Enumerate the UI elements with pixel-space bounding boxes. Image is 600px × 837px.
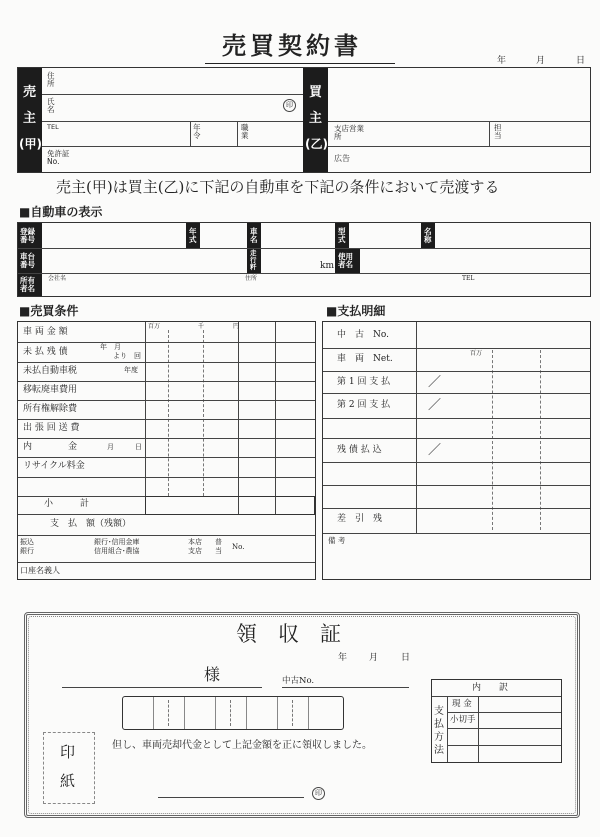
amount-div-1	[153, 697, 154, 729]
cond-unit-million: 百万	[148, 323, 161, 330]
vehicle-row-2-line	[18, 273, 590, 274]
seller-occupation-label: 職業	[241, 123, 249, 140]
vehicle-section-title: ■自動車の表示	[19, 205, 103, 219]
cond-row-ownership-release: 所有権解除費	[23, 404, 78, 414]
buyer-label-bot: (乙)	[305, 137, 328, 151]
seller-seal-mark: 印	[283, 99, 296, 112]
date-month: 月	[536, 56, 546, 66]
contract-statement: 売主(甲)は買主(乙)に下記の自動車を下記の条件において売渡する	[56, 178, 500, 196]
cond-dash-2	[203, 330, 204, 496]
cond-row-line-7	[18, 457, 315, 458]
pay-col-label	[416, 322, 417, 534]
pay-row-line-4	[323, 418, 590, 419]
cond-account-holder: 口座名義人	[20, 566, 60, 575]
owner-name-label: 所有者名	[20, 276, 35, 293]
amount-div-2	[184, 697, 185, 729]
date-day: 日	[576, 56, 586, 66]
pay-slash-3: ／	[428, 443, 442, 458]
buyer-branch-label: 支店営業所	[334, 124, 364, 141]
cond-row-unpaid-debt: 未 払 残 債	[23, 347, 68, 357]
pay-row-line-8	[323, 508, 590, 509]
cond-row-deposit: 内 金	[23, 442, 78, 452]
receipt-year: 年	[338, 653, 348, 663]
seller-tel-line	[42, 146, 303, 147]
buyer-ad-label: 広告	[334, 154, 350, 163]
pay-second-payment: 第 2 回 支 払	[337, 400, 391, 410]
pay-dash-1	[492, 350, 493, 530]
receipt-seal-mark: 印	[312, 787, 325, 800]
cond-row-line-11	[18, 535, 315, 536]
pay-row-line-9	[323, 533, 590, 534]
pay-row-line-5	[323, 438, 590, 439]
receipt-amount-box	[122, 696, 344, 730]
receipt-name-line	[62, 687, 262, 688]
seller-age-label: 年令	[193, 123, 201, 140]
pay-first-payment: 第 1 回 支 払	[337, 377, 391, 387]
cond-account-no: No.	[232, 543, 245, 551]
cond-bank: 銀行	[20, 547, 34, 555]
cond-col-1	[238, 322, 239, 514]
vehicle-row-1-line	[18, 248, 590, 249]
cond-row-line-4	[18, 400, 315, 401]
pay-difference: 差 引 残	[337, 514, 383, 524]
mileage-label: 走行粁	[250, 249, 257, 271]
car-name-label: 車名	[250, 227, 258, 244]
revenue-stamp-bottom: 紙	[60, 772, 76, 790]
buyer-person-label: 担当	[494, 123, 502, 140]
seller-address-label: 住所	[47, 71, 55, 88]
receipt-sama: 様	[204, 665, 221, 684]
amount-dash-3	[292, 700, 293, 726]
cond-branch-office: 支店	[188, 547, 202, 555]
revenue-stamp-top: 印	[60, 743, 76, 761]
seller-label-bot: (甲)	[19, 137, 42, 151]
conditions-section-title: ■売買条件	[19, 304, 79, 318]
cond-unit-thousand: 千	[198, 323, 205, 330]
breakdown-title: 内 訳	[472, 683, 509, 693]
seller-addr-line	[42, 94, 303, 95]
pay-debt-payoff: 残 債 払 込	[337, 445, 382, 455]
amount-div-4	[246, 697, 247, 729]
cond-head-office: 本店	[188, 538, 202, 546]
title-underline	[205, 63, 395, 64]
pay-slash-1: ／	[428, 375, 442, 390]
pay-remarks: 備 考	[328, 536, 346, 545]
breakdown-line-3	[447, 745, 561, 746]
cond-bank-types-1: 銀行･信用金庫	[94, 538, 140, 546]
cond-row-vehicle-price: 車 両 金 額	[23, 327, 68, 337]
buyer-line-1	[328, 121, 590, 122]
pay-unit-million: 百万	[470, 350, 483, 357]
cond-col-label	[145, 322, 146, 514]
cond-ordinary: 普	[215, 538, 222, 546]
seller-tel-label: TEL	[47, 123, 59, 131]
company-name-label: 会社名	[48, 275, 67, 282]
page-title: 売買契約書	[222, 31, 362, 60]
cond-deposit-month: 月	[107, 443, 114, 451]
cond-row-line-8	[18, 477, 315, 478]
cond-col-2	[275, 322, 276, 514]
breakdown-value-div	[478, 696, 479, 762]
owner-address-label: 住所	[245, 275, 258, 282]
seller-label-top: 売	[23, 85, 37, 100]
pay-dash-2	[540, 350, 541, 530]
owner-tel-label: TEL	[462, 275, 475, 282]
vehicle-box	[17, 222, 591, 297]
cond-deposit-day: 日	[135, 443, 142, 451]
breakdown-cash: 現 金	[452, 699, 472, 709]
breakdown-line-2	[447, 728, 561, 729]
pay-vehicle-net: 車 両 Net.	[337, 354, 393, 364]
buyer-label-mid: 主	[309, 111, 323, 126]
payment-section-title: ■支払明細	[326, 304, 386, 318]
chassis-no-label: 車台番号	[20, 252, 35, 269]
receipt-day: 日	[401, 653, 411, 663]
breakdown-line-1	[447, 712, 561, 713]
cond-row-recycle-fee: リサイクル料金	[23, 461, 85, 471]
receipt-month: 月	[369, 653, 379, 663]
breakdown-method-div	[447, 696, 448, 762]
amount-div-3	[215, 697, 216, 729]
seller-div-age	[190, 121, 191, 146]
cond-subtotal-label: 小 計	[44, 499, 90, 509]
amount-div-5	[277, 697, 278, 729]
cond-balance-label: 支 払 額（残額）	[50, 519, 132, 529]
receipt-used-no-line	[282, 687, 409, 688]
user-name-label: 使用者名	[338, 252, 353, 269]
cond-transfer: 振込	[20, 538, 34, 546]
name-label: 名称	[424, 227, 432, 244]
amount-dash-1	[168, 700, 169, 726]
pay-row-line-3	[323, 393, 590, 394]
seller-label-mid: 主	[23, 111, 37, 126]
mileage-unit: km	[320, 261, 334, 271]
pay-used-no: 中 古 No.	[337, 330, 389, 340]
seller-license-label: 免許証No.	[47, 149, 70, 166]
breakdown-header-line	[432, 696, 561, 697]
pay-row-line-1	[323, 348, 590, 349]
subtotal-box	[145, 496, 315, 515]
cond-row-transfer-cost: 移転廃車費用	[23, 385, 78, 395]
cond-current: 当	[215, 547, 222, 555]
cond-row-delivery-cost: 出 張 回 送 費	[23, 423, 80, 433]
amount-dash-2	[230, 700, 231, 726]
buyer-div-person	[489, 121, 490, 146]
cond-tax-year: 年度	[124, 366, 138, 374]
cond-row-line-6	[18, 438, 315, 439]
cond-row-line-5	[18, 419, 315, 420]
pay-row-line-2	[323, 371, 590, 372]
cond-unpaid-from: より 回	[113, 352, 141, 360]
reg-no-label: 登録番号	[20, 227, 35, 244]
seller-div-job	[237, 121, 238, 146]
buyer-line-2	[328, 146, 590, 147]
cond-row-unpaid-tax: 未払自動車税	[23, 366, 78, 376]
type-label: 型式	[338, 227, 346, 244]
cond-row-line-3	[18, 381, 315, 382]
cond-dash-1	[168, 330, 169, 496]
date-year: 年	[497, 56, 507, 66]
amount-div-6	[308, 697, 309, 729]
receipt-note: 但し、車両売却代金として上記金額を正に領収しました。	[112, 740, 372, 751]
buyer-label-top: 買	[309, 85, 323, 100]
cond-row-line-12	[18, 562, 315, 563]
model-year-label: 年式	[189, 227, 197, 244]
pay-row-line-6	[323, 462, 590, 463]
pay-row-line-7	[323, 485, 590, 486]
receipt-signature-line	[158, 797, 304, 798]
receipt-used-no: 中古No.	[282, 676, 315, 686]
cond-bank-types-2: 信用組合･農協	[94, 547, 140, 555]
seller-name-line	[42, 121, 303, 122]
receipt-title: 領 収 証	[236, 622, 341, 646]
breakdown-check: 小切手	[450, 715, 476, 725]
pay-slash-2: ／	[428, 398, 442, 413]
cond-row-line-2	[18, 362, 315, 363]
seller-name-label: 氏名	[47, 97, 55, 114]
cond-unpaid-month: 年 月	[100, 343, 121, 351]
cond-unit-yen: 円	[233, 323, 240, 330]
cond-row-line-1	[18, 342, 315, 343]
breakdown-method-label: 支払方法	[434, 706, 444, 756]
